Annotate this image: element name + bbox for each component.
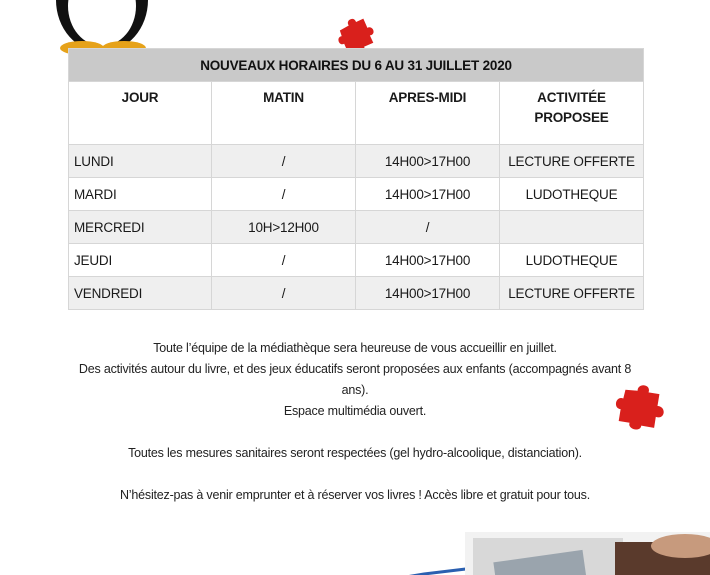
note-activities: Des activités autour du livre, et des jeux éducatifs seront proposées aux enfants (accompagnés avant 8 <box>78 362 632 376</box>
cell-morning: / <box>212 145 356 178</box>
schedule-table <box>68 48 644 310</box>
note-welcome: Toute l’équipe de la médiathèque sera heureuse de vous accueillir en juillet. <box>153 341 557 355</box>
cell-afternoon: 14H00>17H00 <box>356 277 500 310</box>
puzzle-piece-icon <box>612 380 670 432</box>
cell-activity: LECTURE OFFERTE <box>500 277 644 310</box>
cell-morning: / <box>212 178 356 211</box>
note-borrow: N’hésitez-pas à venir emprunter et à réserver vos livres ! Accès libre et gratuit pour tous. <box>119 488 590 502</box>
cell-afternoon: 14H00>17H00 <box>356 145 500 178</box>
cell-day: VENDREDI <box>69 277 212 310</box>
header-activity-line1: ACTIVITÉE <box>537 90 606 105</box>
table-row <box>69 211 644 244</box>
cell-activity: LUDOTHEQUE <box>500 178 644 211</box>
schedule-title: NOUVEAUX HORAIRES DU 6 AU 31 JUILLET 2020 <box>69 49 644 82</box>
cell-activity: LUDOTHEQUE <box>500 244 644 277</box>
table-row <box>69 178 644 211</box>
note-activities-cont: ans). <box>341 383 369 397</box>
cell-day: JEUDI <box>69 244 212 277</box>
table-row <box>69 277 644 310</box>
cell-day: MARDI <box>69 178 212 211</box>
table-row <box>69 244 644 277</box>
header-activity-line2: PROPOSEE <box>534 110 609 125</box>
cell-morning: / <box>212 277 356 310</box>
cell-morning: 10H>12H00 <box>212 211 356 244</box>
cell-afternoon: 14H00>17H00 <box>356 244 500 277</box>
info-notes <box>60 338 650 506</box>
cell-afternoon: 14H00>17H00 <box>356 178 500 211</box>
note-multimedia: Espace multimédia ouvert. <box>283 404 427 418</box>
header-afternoon: APRES-MIDI <box>356 82 500 145</box>
header-day: JOUR <box>69 82 212 145</box>
cell-activity <box>500 211 644 244</box>
bottom-photo <box>465 528 710 575</box>
cell-day: MERCREDI <box>69 211 212 244</box>
note-sanitary: Toutes les mesures sanitaires seront respectées (gel hydro-alcoolique, distanciation). <box>128 446 582 460</box>
header-morning: MATIN <box>212 82 356 145</box>
header-activity <box>500 82 644 145</box>
cell-morning: / <box>212 244 356 277</box>
cell-activity: LECTURE OFFERTE <box>500 145 644 178</box>
cell-afternoon: / <box>356 211 500 244</box>
table-row <box>69 145 644 178</box>
cell-day: LUNDI <box>69 145 212 178</box>
